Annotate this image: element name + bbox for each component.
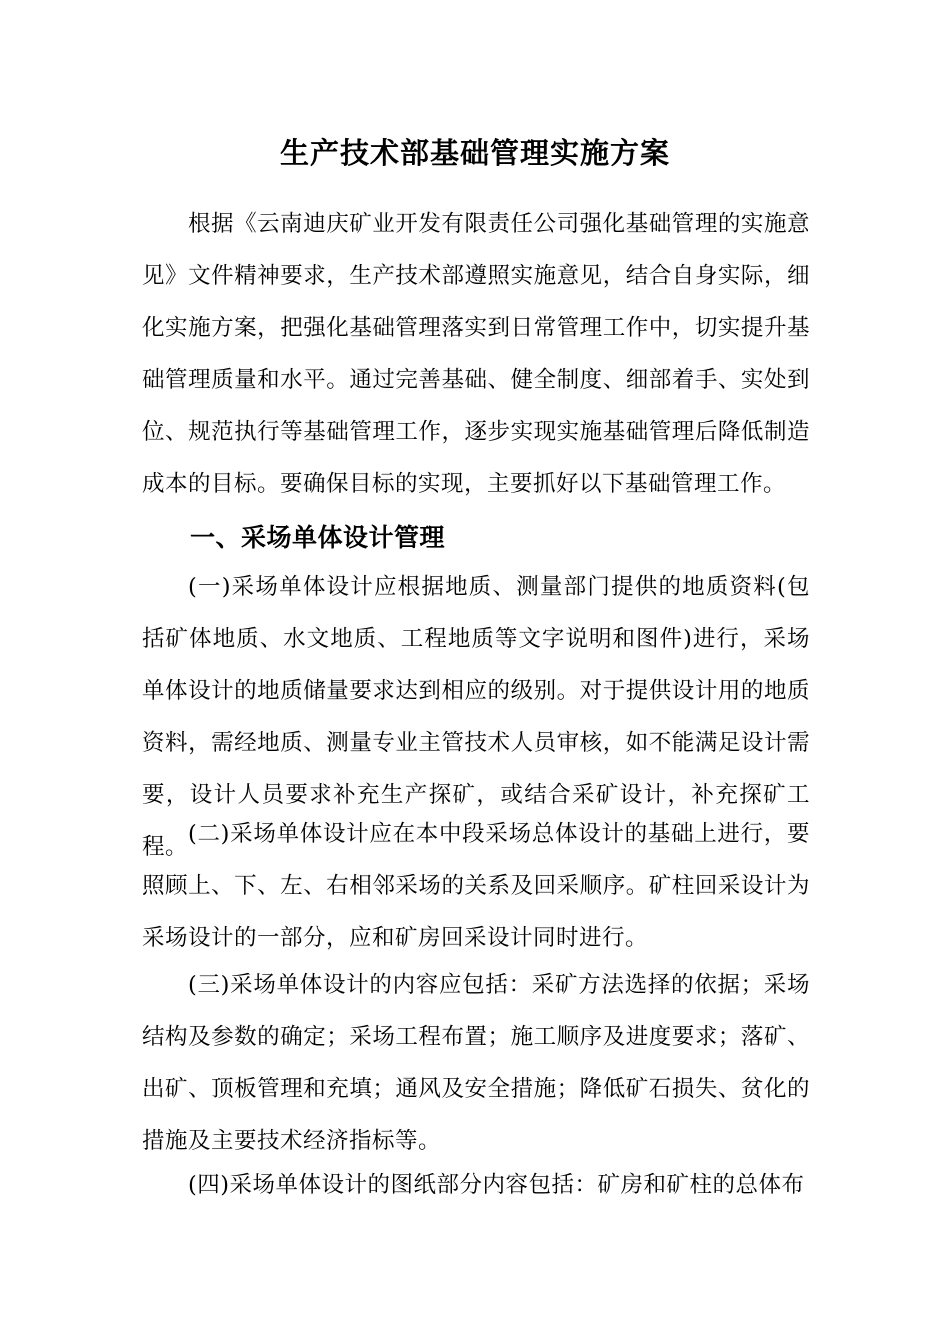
section-heading: 一、采场单体设计管理 (190, 523, 446, 552)
section-paragraph-4: (四)采场单体设计的图纸部分内容包括：矿房和矿柱的总体布 (188, 1172, 805, 1198)
intro-paragraph: 根据《云南迪庆矿业开发有限责任公司强化基础管理的实施意见》文件精神要求，生产技术部遵照实施意见，结合自身实际，细化实施方案，把强化基础管理落实到日常管理工作中，切实提升基础管理质量和水平。通过完善基础、健全制度、细部着手、实处到位、规范执行等基础管理工作，逐步实现实施基础管理后降低制造成本的目标。要确保目标的实现，主要抓好以下基础管理工作。 (142, 211, 810, 497)
section-paragraph-2: (二)采场单体设计应在本中段采场总体设计的基础上进行，要照顾上、下、左、右相邻采场的关系及回采顺序。矿柱回采设计为采场设计的一部分，应和矿房回采设计同时进行。 (142, 821, 810, 951)
section-paragraph-3: (三)采场单体设计的内容应包括：采矿方法选择的依据；采场结构及参数的确定；采场工程布置；施工顺序及进度要求；落矿、出矿、顶板管理和充填；通风及安全措施；降低矿石损失、贫化的措施及主要技术经济指标等。 (142, 972, 810, 1154)
document-title: 生产技术部基础管理实施方案 (279, 136, 670, 170)
section-paragraph-1: (一)采场单体设计应根据地质、测量部门提供的地质资料(包括矿体地质、水文地质、工程地质等文字说明和图件)进行，采场单体设计的地质储量要求达到相应的级别。对于提供设计用的地质资料，需经地质、测量专业主管技术人员审核，如不能满足设计需要，设计人员要求补充生产探矿，或结合采矿设计，补充探矿工程。 (142, 574, 810, 860)
